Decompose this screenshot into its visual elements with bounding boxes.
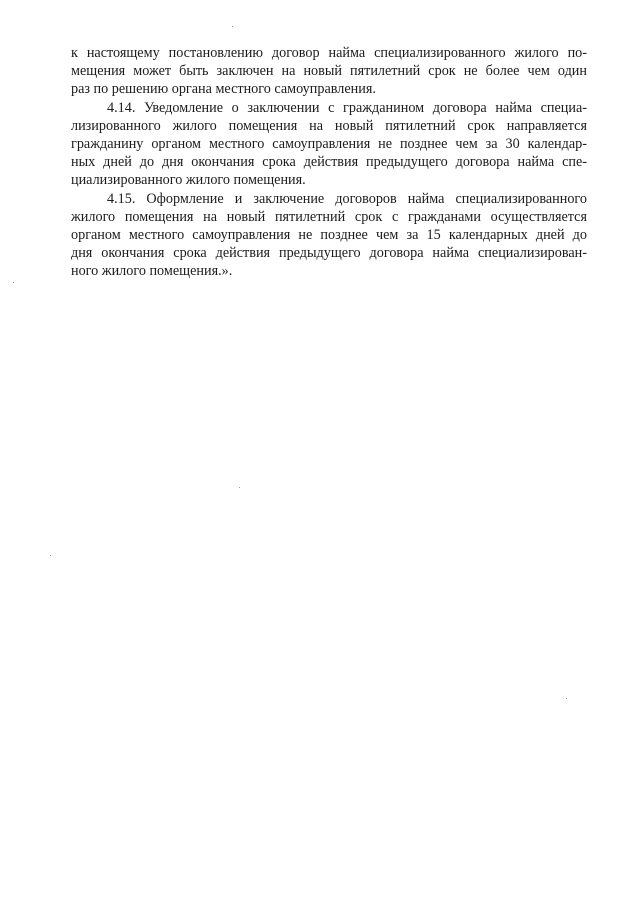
scan-speck <box>13 282 14 283</box>
text-line: лизированного жилого помещения на новый пятилетний срок направляется <box>71 117 587 134</box>
text-line: мещения может быть заключен на новый пятилетний срок не более чем один <box>71 63 587 80</box>
text-line: циализированного жилого помещения. <box>71 172 306 189</box>
paragraph-clause-4-14 <box>71 99 587 190</box>
text-line: гражданину органом местного самоуправления не позднее чем за 30 календар- <box>71 135 587 152</box>
text-line: ных дней до дня окончания срока действия предыдущего договора найма спе- <box>71 154 587 171</box>
scan-speck <box>239 487 240 488</box>
scan-speck <box>566 698 567 699</box>
text-line: 4.15. Оформление и заключение договоров найма специализированного <box>107 190 587 207</box>
text-line: ного жилого помещения.». <box>71 263 233 280</box>
paragraph-clause-4-15 <box>71 190 587 281</box>
text-line: дня окончания срока действия предыдущего договора найма специализирован- <box>71 245 587 262</box>
scan-speck <box>50 555 51 556</box>
document-body <box>71 44 587 280</box>
paragraph-continuation <box>71 44 587 99</box>
text-line: раз по решению органа местного самоуправления. <box>71 81 376 98</box>
scan-speck <box>232 26 233 27</box>
text-line: жилого помещения на новый пятилетний срок с гражданами осуществляется <box>71 208 587 225</box>
text-line: 4.14. Уведомление о заключении с гражданином договора найма специа- <box>107 99 587 116</box>
text-line: к настоящему постановлению договор найма специализированного жилого по- <box>71 45 587 61</box>
text-line: органом местного самоуправления не позднее чем за 15 календарных дней до <box>71 226 587 243</box>
